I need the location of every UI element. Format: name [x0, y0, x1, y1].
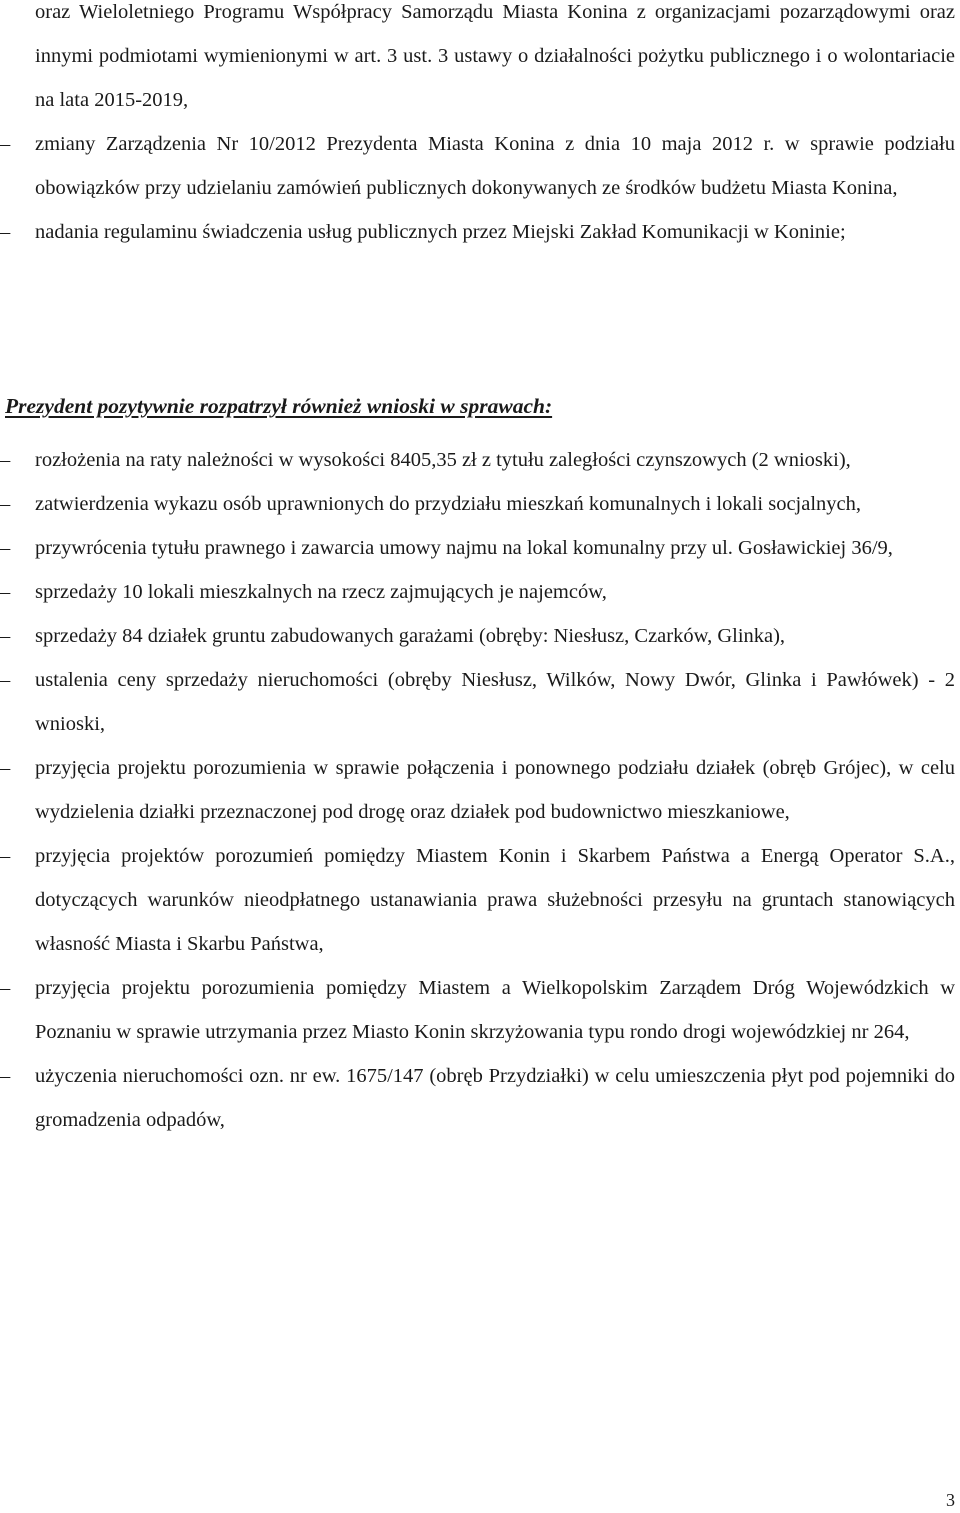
list-item [0, 966, 955, 1054]
list-item-text: przyjęcia projektu porozumienia w sprawie połączenia i ponownego podziału działek (obręb Grójec), w celu wydzielenia działki przeznaczonej pod drogę oraz działek pod budownictwo mieszkaniowe, [35, 757, 955, 823]
page-number: 3 [946, 1490, 955, 1510]
list-item [0, 746, 955, 834]
dash-bullet: – [0, 133, 11, 155]
dash-bullet: – [0, 757, 11, 779]
list-item-text: przyjęcia projektu porozumienia pomiędzy Miastem a Wielkopolskim Zarządem Dróg Wojewódzkich w Poznaniu w sprawie utrzymania przez Miasto Konin skrzyżowania typu rondo drogi wojewódzkiej nr 264, [35, 977, 955, 1043]
list-item [0, 834, 955, 966]
list-item-text: zmiany Zarządzenia Nr 10/2012 Prezydenta Miasta Konina z dnia 10 maja 2012 r. w sprawie podziału obowiązków przy udzielaniu zamówień publicznych dokonywanych ze środków budżetu Miasta Konina, [35, 133, 955, 199]
dash-bullet: – [0, 625, 11, 647]
list-item-text: użyczenia nieruchomości ozn. nr ew. 1675/147 (obręb Przydziałki) w celu umieszczenia płyt pod pojemniki do gromadzenia odpadów, [35, 1065, 955, 1131]
list-item [0, 210, 955, 254]
intro-section [0, 0, 955, 254]
list-item [0, 658, 955, 746]
list-item-text: sprzedaży 10 lokali mieszkalnych na rzecz zajmujących je najemców, [35, 581, 607, 603]
list-item-text: sprzedaży 84 działek gruntu zabudowanych garażami (obręby: Niesłusz, Czarków, Glinka), [35, 625, 786, 647]
intro-continuation: oraz Wieloletniego Programu Współpracy Samorządu Miasta Konina z organizacjami pozarządowymi oraz innymi podmiotami wymienionymi w art. 3 ust. 3 ustawy o działalności pożytku publicznego i o wolontariacie na lata 2015-2019, [35, 1, 955, 111]
dash-bullet: – [0, 669, 11, 691]
list-item [0, 438, 955, 482]
dash-bullet: – [0, 1065, 11, 1087]
list-item-text: rozłożenia na raty należności w wysokości 8405,35 zł z tytułu zaległości czynszowych (2 wnioski), [35, 449, 851, 471]
dash-bullet: – [0, 581, 11, 603]
list-item-text: przyjęcia projektów porozumień pomiędzy Miastem Konin i Skarbem Państwa a Energą Operator S.A., dotyczących warunków nieodpłatnego ustanawiania prawa służebności przesyłu na gruntach stanowiących własność Miasta i Skarbu Państwa, [35, 845, 955, 955]
section-heading: Prezydent pozytywnie rozpatrzył również wnioski w sprawach: [5, 394, 553, 418]
dash-bullet: – [0, 221, 11, 243]
list-item-text: nadania regulaminu świadczenia usług publicznych przez Miejski Zakład Komunikacji w Koninie; [35, 221, 846, 243]
list-item [0, 482, 955, 526]
dash-bullet: – [0, 449, 11, 471]
requests-list [0, 438, 955, 1142]
list-item [0, 1054, 955, 1142]
list-item-text: zatwierdzenia wykazu osób uprawnionych do przydziału mieszkań komunalnych i lokali socjalnych, [35, 493, 862, 515]
dash-bullet: – [0, 493, 11, 515]
list-item-text: przywrócenia tytułu prawnego i zawarcia umowy najmu na lokal komunalny przy ul. Gosławickiej 36/9, [35, 537, 893, 559]
list-item [0, 122, 955, 210]
dash-bullet: – [0, 537, 11, 559]
list-item-text: ustalenia ceny sprzedaży nieruchomości (obręby Niesłusz, Wilków, Nowy Dwór, Glinka i Pawłówek) - 2 wnioski, [35, 669, 955, 735]
dash-bullet: – [0, 977, 11, 999]
list-item [0, 570, 955, 614]
dash-bullet: – [0, 845, 11, 867]
list-item [0, 614, 955, 658]
list-item [0, 526, 955, 570]
